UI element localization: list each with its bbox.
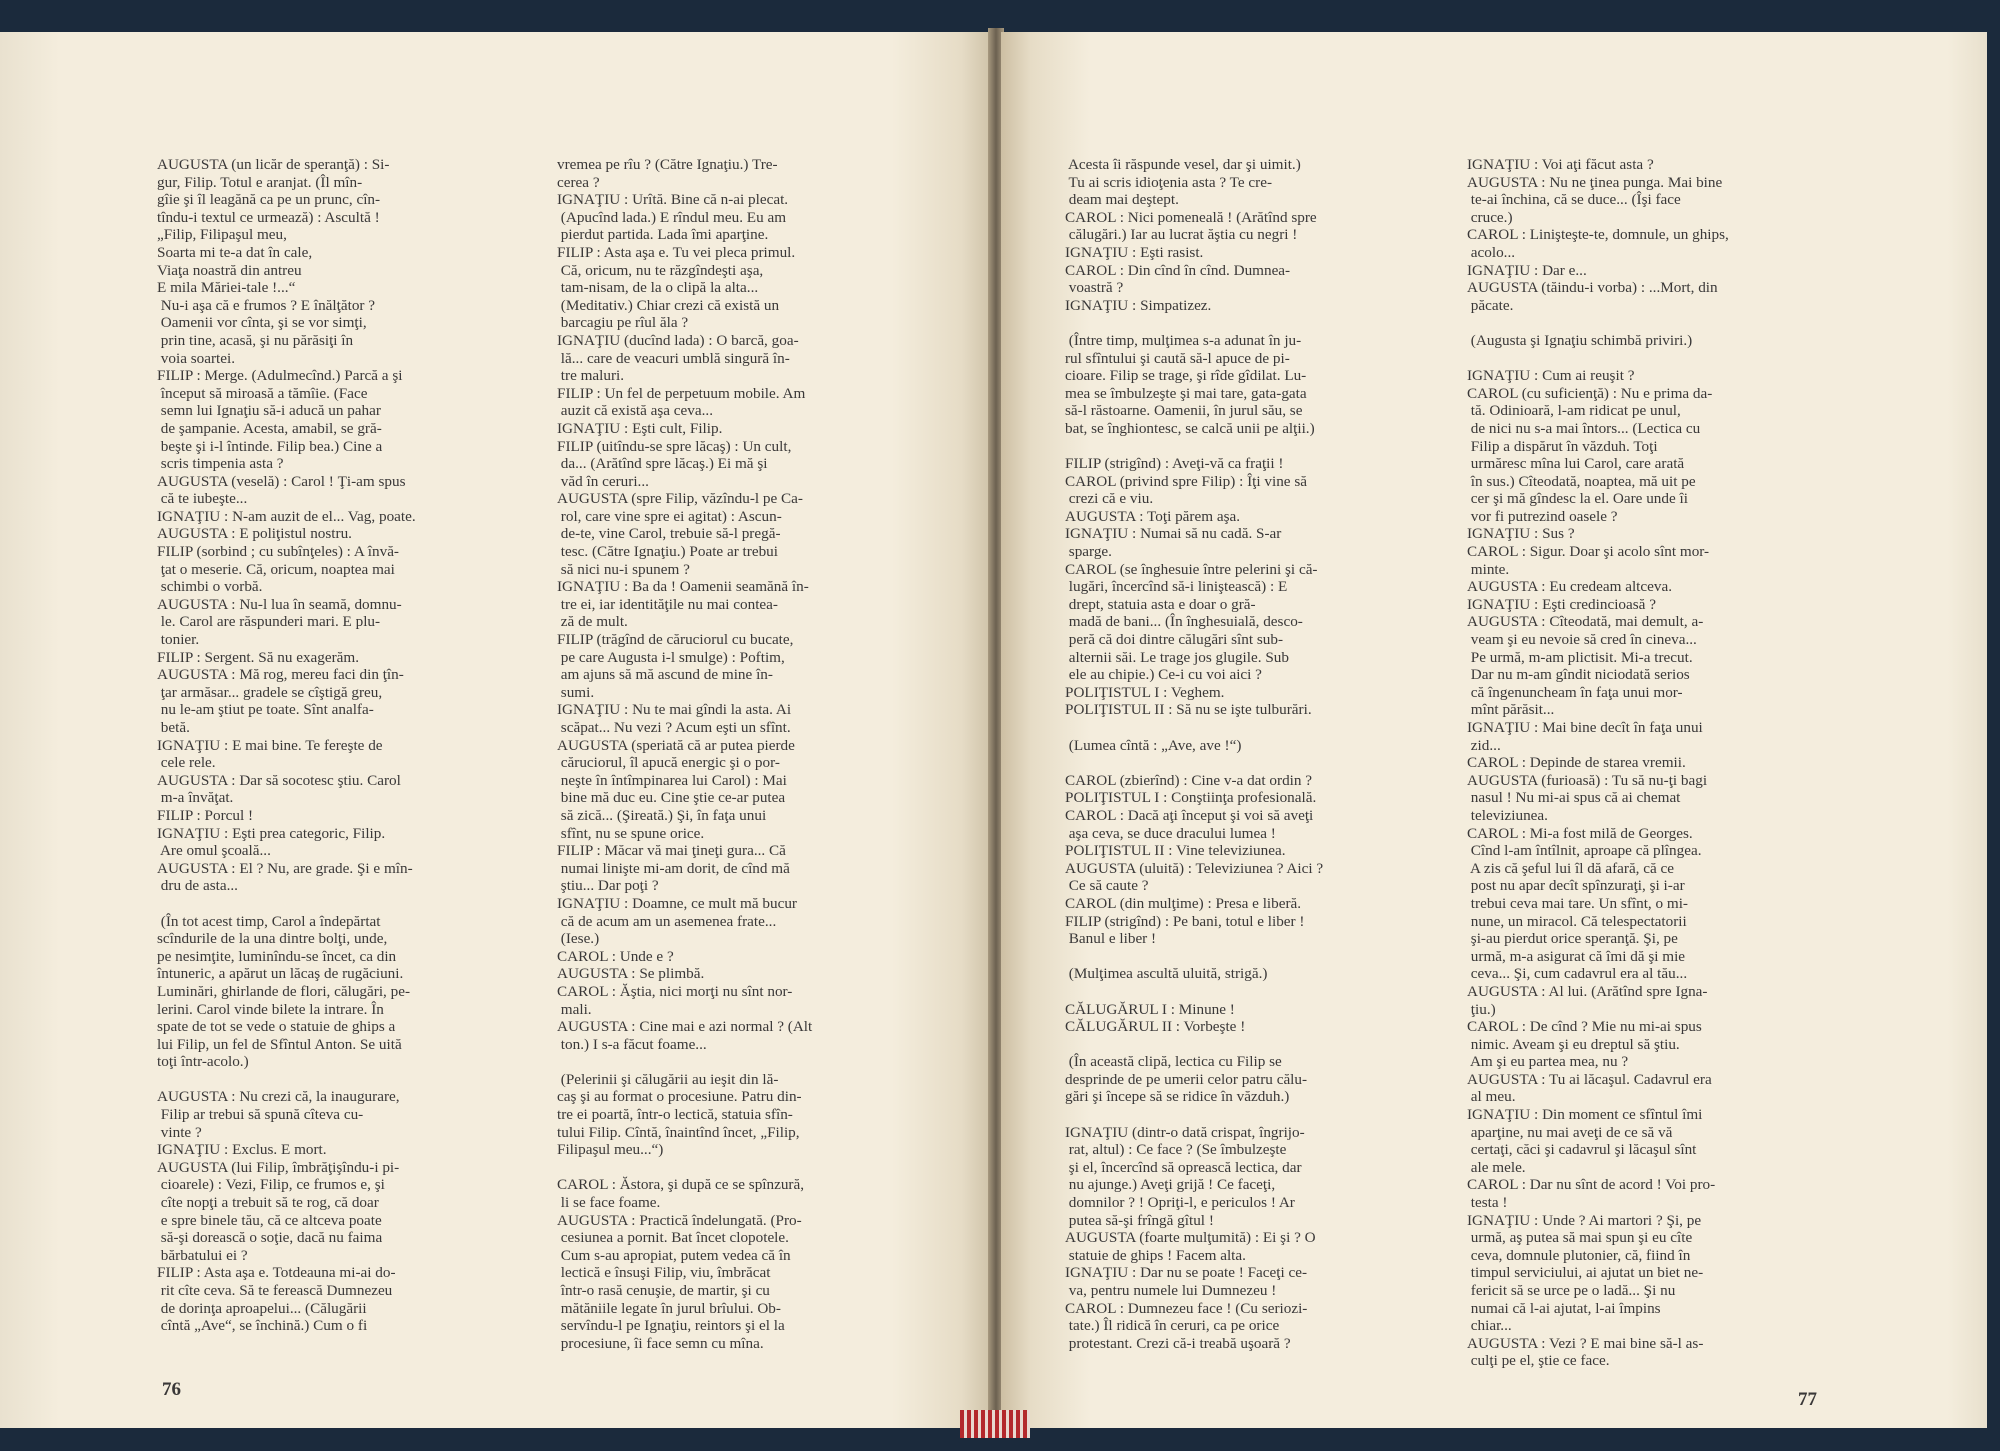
right-column-1 xyxy=(1065,156,1323,1352)
text-line: IGNAŢIU : N-am auzit de el... Vag, poate. xyxy=(157,507,416,525)
text-line: lugări, încercînd să-i liniştească) : E xyxy=(1065,578,1288,596)
text-line: CAROL : Depinde de starea vremii. xyxy=(1467,754,1686,772)
text-line xyxy=(557,1053,812,1071)
text-line: aşa ceva, se duce dracului lumea ! xyxy=(1065,824,1276,842)
text-line: (În această clipă, lectica cu Filip se xyxy=(1065,1053,1282,1071)
text-line: ştiu... Dar poţi ? xyxy=(557,877,659,895)
text-line: AUGUSTA : Cine mai e azi normal ? (Alt xyxy=(557,1018,813,1036)
text-line: „Filip, Filipaşul meu, xyxy=(157,226,287,244)
text-line: Ce să caute ? xyxy=(1065,877,1149,895)
text-line: de nici nu s-a mai întors... (Lectica cu xyxy=(1467,419,1701,437)
text-line: scîndurile de la una dintre bolţi, unde, xyxy=(157,930,388,948)
text-line: aparţine, nu mai aveţi de ce să vă xyxy=(1467,1123,1673,1141)
text-line: urmăresc mîna lui Carol, care arată xyxy=(1467,455,1685,473)
text-line: voia soartei. xyxy=(157,349,236,367)
text-line: fericit să se urce pe o ladă... Şi nu xyxy=(1467,1282,1676,1299)
text-line: FILIP : Merge. (Adulmecînd.) Parcă a şi xyxy=(157,367,403,385)
text-line: voastră ? xyxy=(1065,279,1124,297)
text-line: FILIP (strigînd) : Aveţi-vă ca fraţii ! xyxy=(1065,455,1284,473)
text-line: FILIP : Un fel de perpetuum mobile. Am xyxy=(557,384,806,402)
text-line: IGNAŢIU : Nu te mai gîndi la asta. Ai xyxy=(557,701,792,719)
text-line: spate de tot se vede o statuie de ghips a xyxy=(157,1018,396,1036)
text-line: nu le-am ştiut pe toate. Sînt analfa- xyxy=(157,701,374,719)
text-line: AUGUSTA : El ? Nu, are grade. Şi e mîn- xyxy=(157,859,413,877)
text-line: putea să-şi frîngă gîtul ! xyxy=(1065,1211,1214,1229)
text-line: cîte nopţi a trebuit să te rog, că doar xyxy=(157,1194,379,1212)
text-line: POLIŢISTUL I : Veghem. xyxy=(1065,683,1225,701)
text-line: schimbi o vorbă. xyxy=(157,578,263,596)
text-line: de şampanie. Acesta, amabil, se gră- xyxy=(157,419,382,437)
text-line: CAROL : Dar nu sînt de acord ! Voi pro- xyxy=(1467,1176,1716,1194)
text-line: Viaţa noastră din antreu xyxy=(157,261,302,279)
text-line: deam mai deştept. xyxy=(1065,191,1179,209)
text-line: AUGUSTA : Tu ai lăcaşul. Cadavrul era xyxy=(1467,1070,1712,1088)
text-line: gări şi începe să se ridice în văzduh.) xyxy=(1065,1088,1290,1106)
text-line: Cînd l-am întîlnit, aproape că plîngea. xyxy=(1467,842,1702,860)
text-line: IGNAŢIU : Numai să nu cadă. S-ar xyxy=(1065,525,1282,543)
text-line: văd în ceruri... xyxy=(557,472,649,490)
text-line: numai că l-ai ajutat, l-ai împins xyxy=(1467,1299,1661,1317)
text-line: rol, care vine spre ei agitat) : Ascun- xyxy=(557,507,782,525)
text-line: urmă, aş putea să mai spun şi eu cîte xyxy=(1467,1229,1693,1247)
text-line: minte. xyxy=(1467,560,1510,578)
text-line: să nici nu-i spunem ? xyxy=(557,560,690,578)
text-line: vinte ? xyxy=(157,1123,202,1141)
text-line: e spre binele tău, că ce altceva poate xyxy=(157,1211,382,1229)
text-line: (Între timp, mulţimea s-a adunat în ju- xyxy=(1065,331,1302,349)
text-line: întuneric, a apărut un lăcaş de rugăciuni. xyxy=(157,965,404,983)
text-line: păcate. xyxy=(1467,296,1514,314)
text-line: că te iubeşte... xyxy=(157,490,248,508)
text-line: nasul ! Nu mi-ai spus că ai chemat xyxy=(1467,789,1681,807)
text-line: tate.) Îl ridică în ceruri, ca pe orice xyxy=(1065,1317,1280,1335)
text-line: (Iese.) xyxy=(557,930,600,948)
text-line xyxy=(157,1071,416,1089)
text-line: tre maluri. xyxy=(557,367,625,385)
text-line: statuie de ghips ! Facem alta. xyxy=(1065,1246,1246,1264)
text-line: IGNAŢIU : Dar e... xyxy=(1467,261,1587,279)
text-line: AUGUSTA : Se plimbă. xyxy=(557,965,705,983)
text-line: Are omul şcoală... xyxy=(157,842,271,860)
text-line: madă de bani... (În înghesuială, desco- xyxy=(1065,613,1303,631)
text-line: CAROL : Mi-a fost milă de Georges. xyxy=(1467,824,1693,842)
text-line: şi-au pierdut orice speranţă. Şi, pe xyxy=(1467,930,1678,948)
text-line: Dar nu m-am gîndit niciodată serios xyxy=(1467,666,1690,684)
text-line: Filip a dispărut în văzduh. Toţi xyxy=(1467,437,1658,455)
right-column-2 xyxy=(1467,156,1729,1370)
text-line: mînt părăsit... xyxy=(1467,701,1555,719)
text-line: IGNAŢIU (dintr-o dată crispat, îngrijo- xyxy=(1065,1123,1305,1141)
text-line: IGNAŢIU : Voi aţi făcut asta ? xyxy=(1467,156,1654,173)
text-line: să-şi dorească o soţie, dacă nu faima xyxy=(157,1229,383,1247)
text-line xyxy=(157,895,416,913)
text-line: AUGUSTA : Nu ne ţinea punga. Mai bine xyxy=(1467,173,1723,191)
text-line: ale mele. xyxy=(1467,1158,1526,1176)
text-line: CAROL : Sigur. Doar şi acolo sînt mor- xyxy=(1467,543,1710,561)
text-line: CAROL : Din cînd în cînd. Dumnea- xyxy=(1065,261,1291,279)
text-line: certaţi, căci şi cadavrul şi lăcaşul sînt xyxy=(1467,1141,1697,1159)
text-line: li se face foame. xyxy=(557,1194,661,1212)
text-line: ţiu.) xyxy=(1467,1000,1496,1018)
text-line: CAROL : Nici pomeneală ! (Arătînd spre xyxy=(1065,208,1317,226)
text-line: POLIŢISTUL II : Să nu se işte tulburări. xyxy=(1065,701,1312,719)
text-line: AUGUSTA : E poliţistul nostru. xyxy=(157,525,352,543)
text-line: prin tine, acasă, şi nu părăsiţi în xyxy=(157,331,354,349)
text-line: servîndu-l pe Ignaţiu, reintors şi el la xyxy=(557,1317,785,1335)
text-line: AUGUSTA (un licăr de speranţă) : Si- xyxy=(157,156,390,173)
text-line: (Apucînd lada.) E rîndul meu. Eu am xyxy=(557,208,787,226)
text-line: AUGUSTA (lui Filip, îmbrăţişîndu-i pi- xyxy=(157,1158,400,1176)
text-line: scris timpenia asta ? xyxy=(157,455,284,473)
text-line: CAROL (privind spre Filip) : Îţi vine să xyxy=(1065,472,1307,490)
text-line: gîie şi îl leagănă ca pe un prunc, cîn- xyxy=(157,191,381,209)
text-line: caş şi au format o procesiune. Patru din- xyxy=(557,1088,802,1106)
text-line: lă... care de veacuri umblă singură în- xyxy=(557,349,790,367)
text-line: FILIP : Porcul ! xyxy=(157,806,254,824)
text-line: de-te, vine Carol, trebuie să-l pregă- xyxy=(557,525,781,543)
text-line: AUGUSTA : Vezi ? E mai bine să-l as- xyxy=(1467,1334,1704,1352)
text-line: IGNAŢIU : Eşti cult, Filip. xyxy=(557,419,723,437)
text-line: lerini. Carol vinde bilete la intrare. În xyxy=(157,1000,384,1018)
text-line xyxy=(1065,1036,1323,1054)
text-line: pe nesimţite, luminîndu-se încet, ca din xyxy=(157,947,397,965)
text-line: scăpat... Nu vezi ? Acum eşti un sfînt. xyxy=(557,719,791,736)
text-line: m-a învăţat. xyxy=(157,789,234,807)
text-line: tre ei, iar identităţile nu mai contea- xyxy=(557,595,778,613)
text-line: nune, un miracol. Că telespectatorii xyxy=(1467,912,1687,930)
text-line: (Meditativ.) Chiar crezi că există un xyxy=(557,296,780,314)
text-line: bine mă duc eu. Cine ştie ce-ar putea xyxy=(557,789,786,807)
text-line: cioare. Filip se trage, şi rîde gîdilat. Lu- xyxy=(1065,367,1307,385)
text-line: ton.) I s-a făcut foame... xyxy=(557,1035,707,1053)
text-line: AUGUSTA (tăindu-i vorba) : ...Mort, din xyxy=(1467,279,1718,297)
text-line: AUGUSTA : Eu credeam altceva. xyxy=(1467,578,1673,596)
text-line: AUGUSTA : Nu crezi că, la inaugurare, xyxy=(157,1088,400,1106)
text-line: numai linişte mi-am dorit, de cînd mă xyxy=(557,859,790,877)
text-line: (Lumea cîntă : „Ave, ave !“) xyxy=(1065,736,1242,754)
text-line: cele rele. xyxy=(157,754,216,772)
text-line: început să miroasă a tămîie. (Face xyxy=(157,384,368,402)
text-line: protestant. Crezi că-i treabă uşoară ? xyxy=(1065,1334,1291,1352)
text-line: lectică e însuşi Filip, viu, îmbrăcat xyxy=(557,1264,771,1282)
text-line: că îngenuncheam în faţa unui mor- xyxy=(1467,683,1683,701)
text-line: AUGUSTA (speriată că ar putea pierde xyxy=(557,736,795,754)
text-line: IGNAŢIU : Mai bine decît în faţa unui xyxy=(1467,719,1703,736)
text-line: AUGUSTA (foarte mulţumită) : Ei şi ? O xyxy=(1065,1229,1316,1247)
text-line: într-o rasă cenuşie, de martir, şi cu xyxy=(557,1282,770,1299)
text-line: tre ei poartă, într-o lectică, statuia sfîn- xyxy=(557,1106,793,1124)
text-line: urmă, m-a asigurat că îmi dă şi mie xyxy=(1467,947,1686,965)
text-line: dru de asta... xyxy=(157,877,238,895)
text-line: (În tot acest timp, Carol a îndepărtat xyxy=(157,912,381,930)
text-line: CAROL : Ăstora, şi după ce se spînzură, xyxy=(557,1176,805,1194)
text-line: FILIP (strigînd) : Pe bani, totul e liber ! xyxy=(1065,912,1305,930)
text-line: ză de mult. xyxy=(557,613,628,631)
text-line: călugări.) Iar au lucrat ăştia cu negri ! xyxy=(1065,226,1298,244)
text-line: CAROL (cu suficienţă) : Nu e prima da- xyxy=(1467,384,1713,402)
text-line: (Augusta şi Ignaţiu schimbă priviri.) xyxy=(1467,331,1693,349)
text-line: CAROL (din mulţime) : Presa e liberă. xyxy=(1065,894,1302,912)
text-line: nu ajunge.) Aveţi grijă ! Ce faceţi, xyxy=(1065,1176,1276,1194)
text-line: Banul e liber ! xyxy=(1065,930,1157,948)
text-line: ţat o meserie. Că, oricum, noaptea mai xyxy=(157,560,395,578)
text-line: IGNAŢIU : Urîtă. Bine că n-ai plecat. xyxy=(557,191,789,209)
text-line: am ajuns să mă ascund de mine în- xyxy=(557,666,773,684)
left-column-1 xyxy=(157,156,416,1335)
text-line: IGNAŢIU : Doamne, ce mult mă bucur xyxy=(557,894,797,912)
text-line: IGNAŢIU : Exclus. E mort. xyxy=(157,1141,327,1159)
text-line: vremea pe rîu ? (Către Ignaţiu.) Tre- xyxy=(557,156,778,173)
text-line: zid... xyxy=(1467,736,1501,754)
text-line: procesiune, îi face semn cu mîna. xyxy=(557,1334,764,1352)
text-line: nimic. Aveam şi eu dreptul să ştiu. xyxy=(1467,1035,1680,1053)
text-line: Soarta mi te-a dat în cale, xyxy=(157,243,313,261)
text-line: IGNAŢIU (ducînd lada) : O barcă, goa- xyxy=(557,331,799,349)
text-line: AUGUSTA (uluită) : Televiziunea ? Aici ? xyxy=(1065,859,1324,877)
text-line: cîntă „Ave“, se închină.) Cum o fi xyxy=(157,1317,368,1335)
text-line: pe care Augusta i-l smulge) : Poftim, xyxy=(557,648,785,666)
text-line: Că, oricum, nu te răzgîndeşti aşa, xyxy=(557,261,764,279)
text-line: IGNAŢIU : Sus ? xyxy=(1467,525,1575,543)
text-line xyxy=(1065,754,1323,772)
text-line: betă. xyxy=(157,719,190,736)
text-line: FILIP (uitîndu-se spre lăcaş) : Un cult, xyxy=(557,437,792,455)
text-line: cerea ? xyxy=(557,173,600,191)
text-line: FILIP : Asta aşa e. Tu vei pleca primul. xyxy=(557,243,796,261)
text-line: AUGUSTA (veselă) : Carol ! Ţi-am spus xyxy=(157,472,406,490)
text-line: sfînt, nu se spune orice. xyxy=(557,824,705,842)
text-line: pierdut partida. Lada îmi aparţine. xyxy=(557,226,769,244)
text-line xyxy=(1467,350,1729,368)
text-line: rat, altul) : Ce face ? (Se îmbulzeşte xyxy=(1065,1141,1287,1159)
text-line: CAROL : De cînd ? Mie nu mi-ai spus xyxy=(1467,1018,1702,1036)
text-line: CAROL : Ăştia, nici morţi nu sînt nor- xyxy=(557,982,793,1000)
text-line: şi el, încercînd să oprească lectica, dar xyxy=(1065,1158,1302,1176)
text-line: neşte în întîmpinarea lui Carol) : Mai xyxy=(557,771,787,789)
text-line: testa ! xyxy=(1467,1194,1508,1212)
text-line: CAROL : Linişteşte-te, domnule, un ghips, xyxy=(1467,226,1729,244)
text-line: chiar... xyxy=(1467,1317,1512,1335)
text-line xyxy=(1065,719,1323,737)
text-line: AUGUSTA (spre Filip, văzîndu-l pe Ca- xyxy=(557,490,803,508)
text-line: CĂLUGĂRUL II : Vorbeşte ! xyxy=(1065,1018,1246,1036)
text-line: tam-nisam, de la o clipă la alta... xyxy=(557,279,759,297)
text-line: că de acum am un asemenea frate... xyxy=(557,912,777,930)
text-line: IGNAŢIU : Eşti prea categoric, Filip. xyxy=(157,824,386,842)
text-line: AUGUSTA : Mă rog, mereu faci din ţîn- xyxy=(157,666,404,684)
page-number-left: 76 xyxy=(162,1379,181,1400)
text-line: IGNAŢIU : Din moment ce sfîntul îmi xyxy=(1467,1106,1703,1124)
text-line: CĂLUGĂRUL I : Minune ! xyxy=(1065,1000,1235,1018)
text-line: POLIŢISTUL I : Conştiinţa profesională. xyxy=(1065,789,1317,807)
text-line: vor fi putrezind oasele ? xyxy=(1467,507,1618,525)
text-line: (Pelerinii şi călugării au ieşit din lă- xyxy=(557,1070,779,1088)
text-line: trebui ceva mai tare. Un sfînt, o mi- xyxy=(1467,894,1688,912)
text-line xyxy=(1065,314,1323,332)
text-line: tesc. (Către Ignaţiu.) Poate ar trebui xyxy=(557,543,778,561)
text-line: tului Filip. Cîntă, înaintînd încet, „Filip, xyxy=(557,1123,800,1141)
text-line: mali. xyxy=(557,1000,592,1018)
text-line: CAROL : Unde e ? xyxy=(557,947,674,965)
text-line: AUGUSTA : Nu-l lua în seamă, domnu- xyxy=(157,595,402,613)
text-line: Cum s-au apropiat, putem vedea că în xyxy=(557,1246,791,1264)
text-line xyxy=(1467,314,1729,332)
text-line: televiziunea. xyxy=(1467,806,1548,824)
text-line: AUGUSTA : Cîteodată, mai demult, a- xyxy=(1467,613,1704,631)
text-line: auzit că există aşa ceva... xyxy=(557,402,714,420)
text-line: barcagiu pe rîul ăla ? xyxy=(557,314,689,332)
text-line: FILIP : Măcar vă mai ţineţi gura... Că xyxy=(557,842,786,860)
text-line: CAROL : Dacă aţi început şi voi să aveţi xyxy=(1065,806,1314,824)
text-line: CAROL (se înghesuie între pelerini şi că- xyxy=(1065,560,1318,578)
text-line: ceva... Şi, cum cadavrul era al tău... xyxy=(1467,965,1688,983)
text-line: AUGUSTA : Practică îndelungată. (Pro- xyxy=(557,1211,802,1229)
text-line: Filip ar trebui să spună cîteva cu- xyxy=(157,1106,364,1124)
text-line: să zică... (Şireată.) Şi, în faţa unui xyxy=(557,806,767,824)
text-line: IGNAŢIU : Ba da ! Oamenii seamănă în- xyxy=(557,578,809,596)
text-line: ele au chipie.) Ce-i cu voi aici ? xyxy=(1065,666,1262,684)
text-line: IGNAŢIU : Eşti rasist. xyxy=(1065,243,1204,261)
text-line: Filipaşul meu...“) xyxy=(557,1141,664,1159)
page-number-right: 77 xyxy=(1798,1389,1817,1410)
text-line: cer şi mă gîndesc la el. Oare unde îi xyxy=(1467,490,1688,508)
text-line: Acesta îi răspunde vesel, dar şi uimit.) xyxy=(1065,156,1301,173)
text-line: AUGUSTA : Dar să socotesc ştiu. Carol xyxy=(157,771,401,789)
text-line: Pe urmă, m-am plictisit. Mi-a trecut. xyxy=(1467,648,1693,666)
text-line: IGNAŢIU : Eşti credincioasă ? xyxy=(1467,595,1656,613)
text-line: gur, Filip. Totul e aranjat. (Îl mîn- xyxy=(157,173,363,191)
text-line: te-ai închina, că se duce... (Îşi face xyxy=(1467,191,1681,209)
text-line: POLIŢISTUL II : Vine televiziunea. xyxy=(1065,842,1286,860)
text-line: de dorinţa aproapelui... (Călugării xyxy=(157,1299,367,1317)
left-page xyxy=(0,32,991,1428)
text-line: Luminări, ghirlande de flori, călugări, pe- xyxy=(157,982,411,1000)
binding-headband xyxy=(960,1410,1030,1438)
text-line: să-l răstoarne. Oamenii, în jurul său, se xyxy=(1065,402,1303,420)
text-line: căruciorul, îl apucă energic şi o por- xyxy=(557,754,780,772)
text-line: tonier. xyxy=(157,631,200,649)
text-line: cesiunea a pornit. Bat încet clopotele. xyxy=(557,1229,789,1247)
text-line: sumi. xyxy=(557,683,595,701)
text-line: domnilor ? ! Opriţi-l, e periculos ! Ar xyxy=(1065,1194,1295,1212)
text-line: Am şi eu partea mea, nu ? xyxy=(1467,1053,1629,1071)
text-line: sparge. xyxy=(1065,543,1112,561)
text-line: crezi că e viu. xyxy=(1065,490,1154,508)
text-line: mea se îmbulzeşte şi mai tare, gata-gata xyxy=(1065,384,1307,402)
text-line: culţi pe el, ştie ce face. xyxy=(1467,1352,1610,1370)
text-line: va, pentru numele lui Dumnezeu ! xyxy=(1065,1282,1277,1299)
text-line: rul sfîntului şi caută să-l apuce de pi- xyxy=(1065,349,1290,367)
text-line: Tu ai scris idioţenia asta ? Te cre- xyxy=(1065,173,1273,191)
text-line: semn lui Ignaţiu să-i aducă un pahar xyxy=(157,402,381,420)
text-line: IGNAŢIU : Cum ai reuşit ? xyxy=(1467,367,1635,385)
text-line: AUGUSTA : Al lui. (Arătînd spre Igna- xyxy=(1467,982,1708,1000)
text-line: CAROL (zbierînd) : Cine v-a dat ordin ? xyxy=(1065,771,1313,789)
text-line: desprinde de pe umerii celor patru călu- xyxy=(1065,1070,1308,1088)
text-line: FILIP : Sergent. Să nu exagerăm. xyxy=(157,648,360,666)
text-line: cruce.) xyxy=(1467,208,1513,226)
text-line xyxy=(1065,948,1323,966)
text-line: al meu. xyxy=(1467,1088,1516,1106)
text-line: lui Filip, un fel de Sfîntul Anton. Se uită xyxy=(157,1035,402,1053)
text-line: acolo... xyxy=(1467,243,1516,261)
text-line: mătăniile legate în jurul brîului. Ob- xyxy=(557,1299,781,1317)
text-line: în sus.) Cîteodată, noaptea, mă uit pe xyxy=(1467,472,1696,490)
text-line: veam şi eu nevoie să cred în cineva... xyxy=(1467,631,1697,649)
text-line: bat, se înghiontesc, se calcă unii pe alţii.) xyxy=(1065,419,1315,437)
text-line: cioarele) : Vezi, Filip, ce frumos e, şi xyxy=(157,1176,385,1194)
text-line: beşte şi i-l întinde. Filip bea.) Cine a xyxy=(157,437,383,455)
text-line xyxy=(1065,438,1323,456)
text-line: FILIP (sorbind ; cu subînţeles) : A învă- xyxy=(157,543,399,561)
text-line: A zis că şeful lui îl dă afară, că ce xyxy=(1467,859,1675,877)
text-line: peră că doi dintre călugări sînt sub- xyxy=(1065,631,1284,649)
text-line: E mila Măriei-tale !...“ xyxy=(157,279,296,297)
text-line: FILIP (trăgînd de căruciorul cu bucate, xyxy=(557,631,794,649)
text-line: rit cîte ceva. Să te ferească Dumnezeu xyxy=(157,1282,393,1299)
text-line: drept, statuia asta e doar o gră- xyxy=(1065,595,1256,613)
text-line: bărbatului ei ? xyxy=(157,1246,248,1264)
text-line: da... (Arătînd spre lăcaş.) Ei mă şi xyxy=(557,455,768,473)
text-line: CAROL : Dumnezeu face ! (Cu seriozi- xyxy=(1065,1299,1308,1317)
text-line: IGNAŢIU : Simpatizez. xyxy=(1065,296,1212,314)
text-line: tîndu-i textul ce urmează) : Ascultă ! xyxy=(157,208,380,226)
text-line xyxy=(557,1159,812,1177)
text-line: ceva, domnule plutonier, că, fiind în xyxy=(1467,1246,1691,1264)
text-line: timpul serviciului, ai ajutat un biet ne- xyxy=(1467,1264,1704,1282)
text-line: le. Carol are răspunderi mari. E plu- xyxy=(157,613,381,631)
text-line xyxy=(1065,983,1323,1001)
text-line: tă. Odinioară, l-am ridicat pe unul, xyxy=(1467,402,1681,420)
text-line: IGNAŢIU : E mai bine. Te fereşte de xyxy=(157,736,383,754)
text-line: Nu-i aşa că e frumos ? E înălţător ? xyxy=(157,296,376,314)
text-line xyxy=(1065,1106,1323,1124)
text-line: toţi într-acolo.) xyxy=(157,1053,249,1071)
text-line: alternii săi. Le trage jos glugile. Sub xyxy=(1065,648,1289,666)
text-line: AUGUSTA (furioasă) : Tu să nu-ţi bagi xyxy=(1467,771,1708,789)
text-line: FILIP : Asta aşa e. Totdeauna mi-ai do- xyxy=(157,1264,396,1282)
text-line: post nu apar decît spînzuraţi, şi i-ar xyxy=(1467,877,1685,895)
right-page xyxy=(1001,32,1987,1428)
text-line: IGNAŢIU : Unde ? Ai martori ? Şi, pe xyxy=(1467,1211,1702,1229)
text-line: Oamenii vor cînta, şi se vor simţi, xyxy=(157,314,367,332)
text-line: ţar armăsar... gradele se cîştigă greu, xyxy=(157,683,383,701)
text-line: (Mulţimea ascultă uluită, strigă.) xyxy=(1065,965,1268,983)
left-column-2 xyxy=(557,156,812,1352)
text-line: AUGUSTA : Toţi părem aşa. xyxy=(1065,507,1241,525)
text-line: IGNAŢIU : Dar nu se poate ! Faceţi ce- xyxy=(1065,1264,1308,1282)
